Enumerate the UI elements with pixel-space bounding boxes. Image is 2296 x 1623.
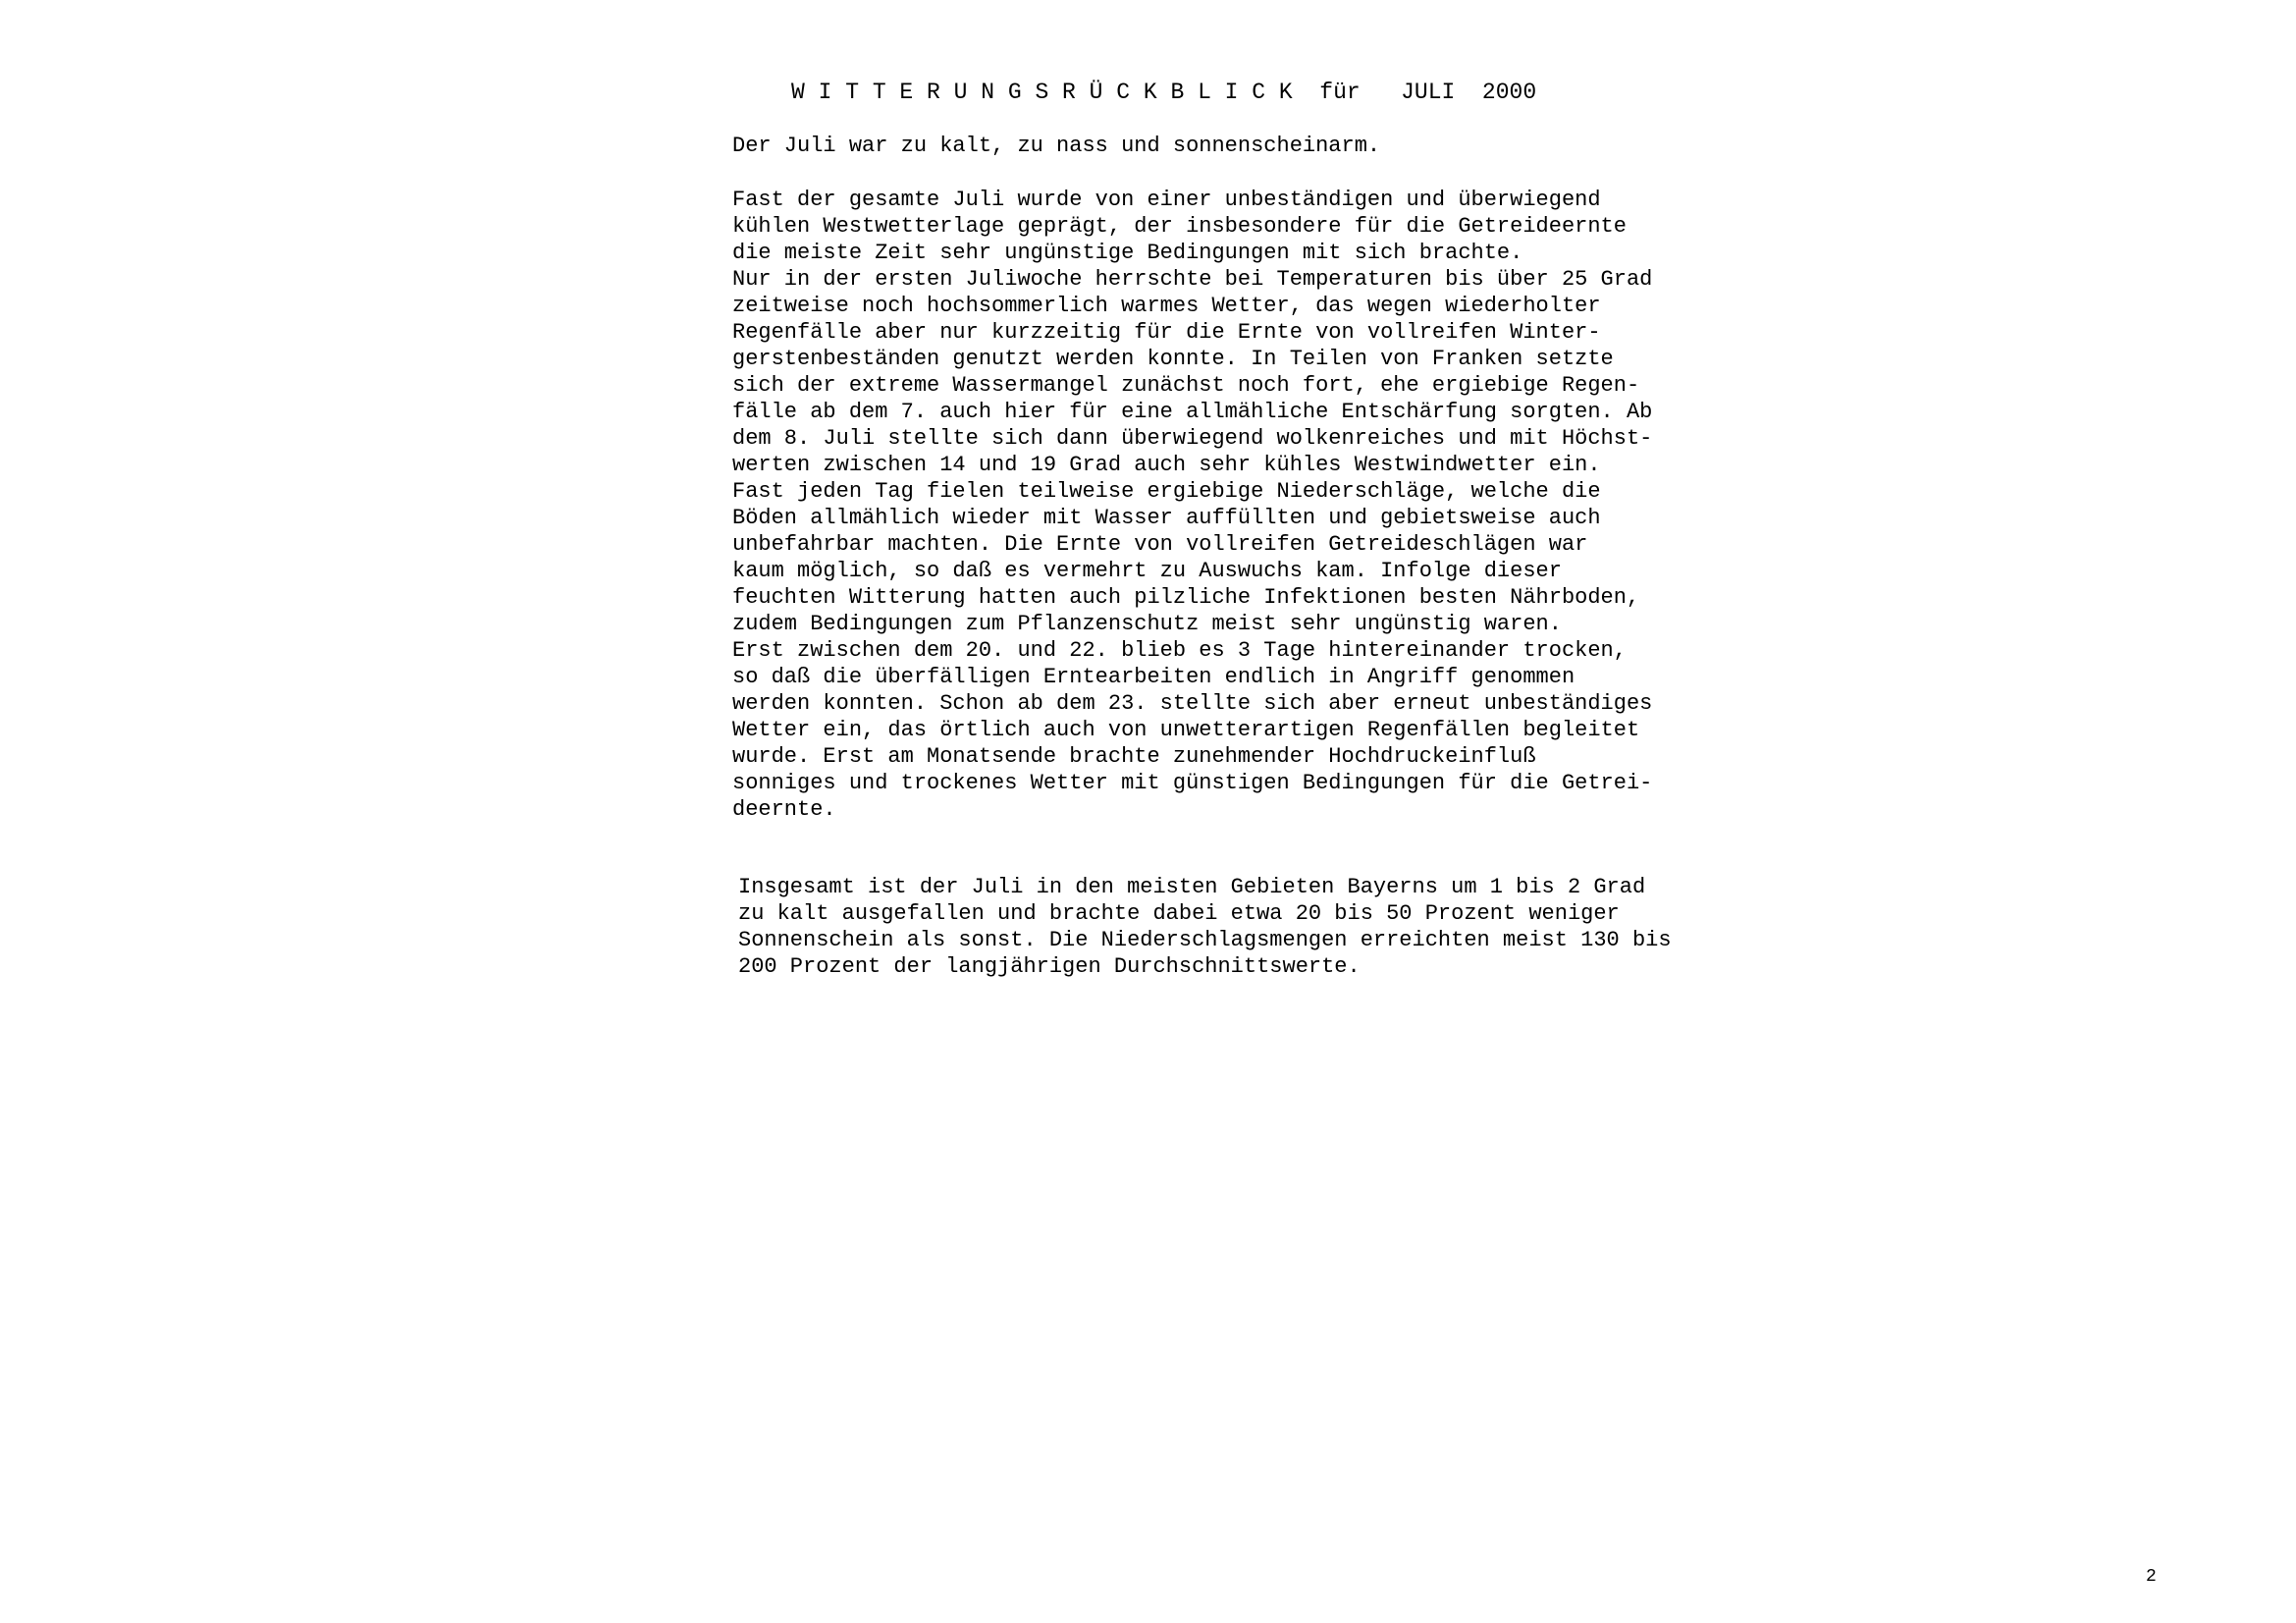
page-number: 2	[2146, 1567, 2157, 1587]
intro-paragraph: Der Juli war zu kalt, zu nass und sonnenscheinarm.	[732, 134, 1381, 158]
document-title: W I T T E R U N G S R Ü C K B L I C K für JULI 2000	[791, 80, 1537, 105]
body-paragraph: Fast der gesamte Juli wurde von einer unbeständigen und überwiegend kühlen Westwetterlage geprägt, der insbesondere für die Getreideernte die meiste Zeit sehr ungünstige Bedingungen mit sich brachte. Nur in der ersten Juliwoche herrschte bei Temperaturen bis über 25 Grad zeitweise noch hochsommerlich warmes Wetter, das wegen wiederholter Regenfälle aber nur kurzzeitig für die Ernte von vollreifen Winter- gerstenbeständen genutzt werden konnte. In Teilen von Franken setzte sich der extreme Wassermangel zunächst noch fort, ehe ergiebige Regen- fälle ab dem 7. auch hier für eine allmähliche Entschärfung sorgten. Ab dem 8. Juli stellte sich dann überwiegend wolkenreiches und mit Höchst- werten zwischen 14 und 19 Grad auch sehr kühles Westwindwetter ein. Fast jeden Tag fielen teilweise ergiebige Niederschläge, welche die Böden allmählich wieder mit Wasser auffüllten und gebietsweise auch unbefahrbar machten. Die Ernte von vollreifen Getreideschlägen war kaum möglich, so daß es vermehrt zu Auswuchs kam. Infolge dieser feuchten Witterung hatten auch pilzliche Infektionen besten Nährboden, zudem Bedingungen zum Pflanzenschutz meist sehr ungünstig waren. Erst zwischen dem 20. und 22. blieb es 3 Tage hintereinander trocken, so daß die überfälligen Erntearbeiten endlich in Angriff genommen werden konnten. Schon ab dem 23. stellte sich aber erneut unbeständiges Wetter ein, das örtlich auch von unwetterartigen Regenfällen begleitet wurde. Erst am Monatsende brachte zunehmender Hochdruckeinfluß sonniges und trockenes Wetter mit günstigen Bedingungen für die Getrei- deernte.	[732, 188, 1653, 822]
summary-paragraph: Insgesamt ist der Juli in den meisten Gebieten Bayerns um 1 bis 2 Grad zu kalt ausgefallen und brachte dabei etwa 20 bis 50 Prozent weniger Sonnenschein als sonst. Die Niederschlagsmengen erreichten meist 130 bis 200 Prozent der langjährigen Durchschnittswerte.	[738, 875, 1672, 979]
